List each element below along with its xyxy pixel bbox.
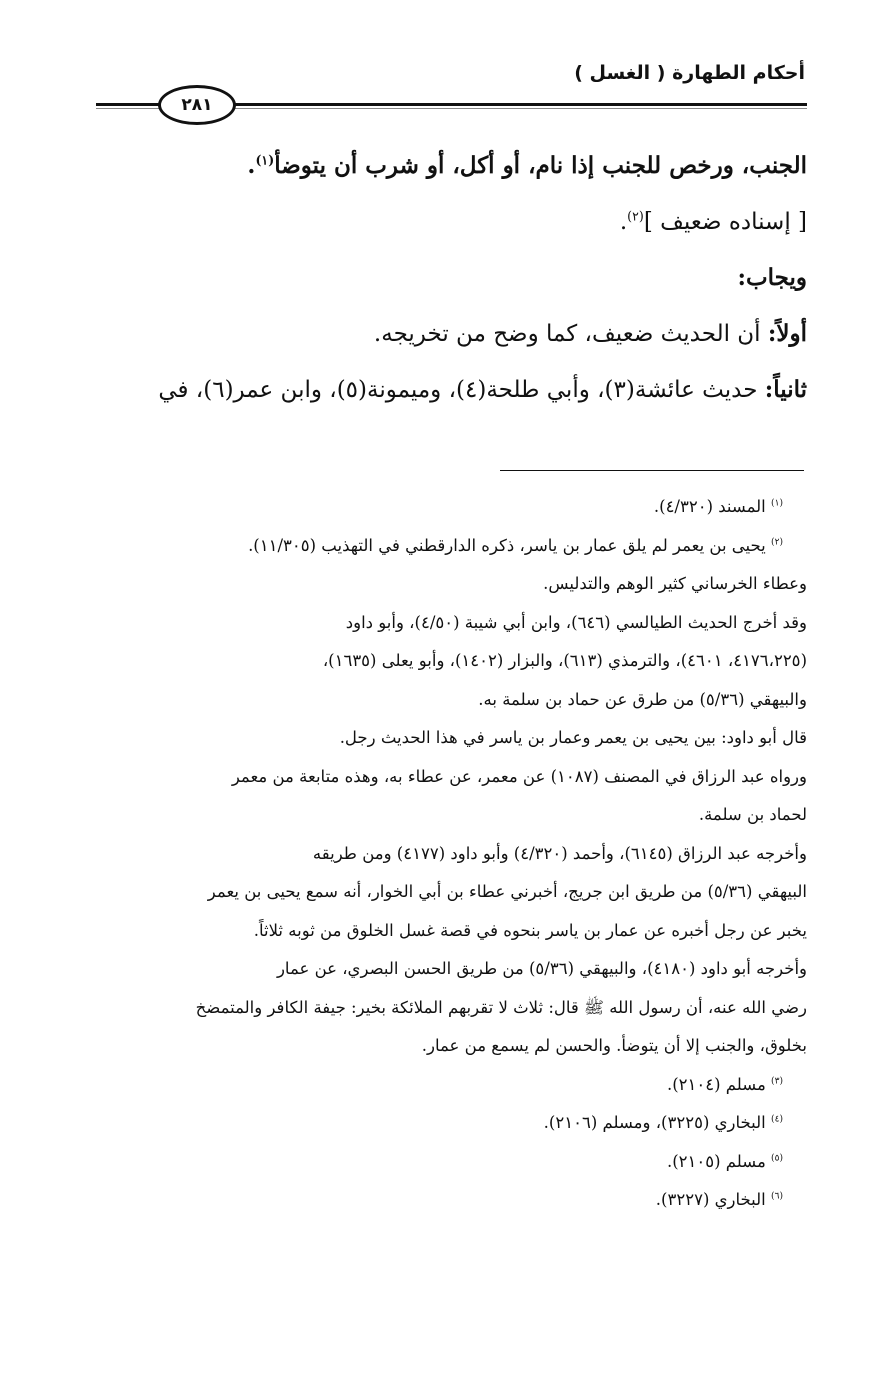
- body-line-2-end: .: [619, 209, 628, 235]
- footnote-ref-1: (١): [255, 152, 275, 168]
- footnote-line: [76, 835, 807, 874]
- main-text: [80, 138, 807, 418]
- footnote-text: وقد أخرج الحديث الطيالسي (٦٤٦)، وابن أبي شيبة (٤/٥٠)، وأبو داود: [345, 612, 807, 632]
- footnote-line: [76, 681, 807, 720]
- footnote-number: (٢): [771, 537, 783, 547]
- footnote-text: والبيهقي (٥/٣٦) من طرق عن حماد بن سلمة به.: [478, 689, 807, 709]
- body-line-4-lead: أولاً:: [767, 320, 807, 347]
- footnote-text: البخاري (٣٢٢٥)، ومسلم (٢١٠٦).: [543, 1113, 766, 1132]
- footnote-text: مسلم (٢١٠٥).: [666, 1151, 766, 1171]
- footnote-text: وأخرجه عبد الرزاق (٦١٤٥)، وأحمد (٤/٣٢٠) وأبو داود (٤١٧٧) ومن طريقه: [312, 843, 807, 863]
- body-line-4-text: أن الحديث ضعيف، كما وضح من تخريجه.: [373, 321, 768, 347]
- body-line-2: [80, 194, 807, 250]
- footnote-number: (٦): [771, 1191, 783, 1202]
- footnote-text: بخلوق، والجنب إلا أن يتوضأ. والحسن لم يسمع من عمار.: [421, 1036, 807, 1055]
- footnote-number: (٣): [771, 1076, 783, 1086]
- footnote-line: [76, 950, 807, 989]
- body-line-1-end: .: [247, 152, 256, 179]
- footnote-text: مسلم (٢١٠٤).: [666, 1074, 766, 1094]
- footnote-ref-2: (٢): [627, 208, 644, 224]
- footnote-line: [76, 642, 807, 681]
- body-line-5-text: حديث عائشة(٣)، وأبي طلحة(٤)، وميمونة(٥)، وابن عمر(٦)، في: [158, 377, 765, 403]
- footnote-number: (١): [771, 498, 783, 509]
- body-line-1: [80, 138, 807, 194]
- body-line-4: [80, 306, 807, 362]
- footnote-number: (٥): [771, 1153, 783, 1163]
- footnote-line: [76, 565, 807, 604]
- footnote-line: [76, 912, 807, 951]
- body-line-2-text: [ إسناده ضعيف ]: [643, 209, 807, 235]
- footnote-text: يخبر عن رجل أخبره عن عمار بن ياسر بنحوه في قصة غسل الخلوق من ثوبه ثلاثاً.: [253, 920, 807, 940]
- footnote-text: وعطاء الخرساني كثير الوهم والتدليس.: [543, 574, 807, 593]
- footnotes: [76, 488, 807, 1220]
- page-number: ٢٨١: [158, 85, 236, 125]
- footnote-line: [76, 488, 807, 527]
- footnote-text: لحماد بن سلمة.: [698, 805, 807, 824]
- footnote-line: [76, 1181, 807, 1220]
- footnote-line: [76, 1143, 807, 1182]
- footnote-text: يحيى بن يعمر لم يلق عمار بن ياسر، ذكره الدارقطني في التهذيب (١١/٣٠٥).: [248, 535, 766, 555]
- running-title: أحكام الطهارة ( الغسل ): [574, 62, 805, 84]
- footnote-text: قال أبو داود: بين يحيى بن يعمر وعمار بن ياسر في هذا الحديث رجل.: [339, 728, 807, 747]
- footnote-text: (٤١٧٦،٢٢٥، ٤٦٠١)، والترمذي (٦١٣)، والبزار (١٤٠٢)، وأبو يعلى (١٦٣٥)،: [322, 651, 807, 670]
- footnote-line: [76, 796, 807, 835]
- footnote-line: [76, 989, 807, 1028]
- body-line-5-lead: ثانياً:: [764, 376, 807, 403]
- footnote-text: البيهقي (٥/٣٦) من طريق ابن جريج، أخبرني عطاء بن أبي الخوار، أنه سمع يحيى بن يعمر: [207, 882, 807, 901]
- footnote-number: (٤): [771, 1114, 783, 1125]
- footnote-line: [76, 604, 807, 643]
- footnote-text: البخاري (٣٢٢٧).: [655, 1190, 766, 1209]
- footnote-text: ورواه عبد الرزاق في المصنف (١٠٨٧) عن معمر، عن عطاء به، وهذه متابعة من معمر: [231, 766, 807, 786]
- footnote-line: [76, 1027, 807, 1066]
- footnote-text: رضي الله عنه، أن رسول الله ﷺ قال: ثلاث لا تقربهم الملائكة بخير: جيفة الكافر والمتمضخ: [195, 997, 807, 1017]
- footnote-separator: [500, 470, 804, 471]
- footnote-text: المسند (٤/٣٢٠).: [653, 497, 766, 516]
- footnote-line: [76, 873, 807, 912]
- footnote-line: [76, 1066, 807, 1105]
- footnote-line: [76, 527, 807, 566]
- body-line-3: [80, 250, 807, 306]
- footnote-line: [76, 1104, 807, 1143]
- footnote-text: وأخرجه أبو داود (٤١٨٠)، والبيهقي (٥/٣٦) من طريق الحسن البصري، عن عمار: [276, 959, 807, 978]
- body-line-1-text: الجنب، ورخص للجنب إذا نام، أو أكل، أو شرب أن يتوضأ: [274, 152, 807, 179]
- body-line-5: [80, 362, 807, 418]
- footnote-line: [76, 758, 807, 797]
- footnote-line: [76, 719, 807, 758]
- body-line-3-text: ويجاب:: [737, 264, 807, 291]
